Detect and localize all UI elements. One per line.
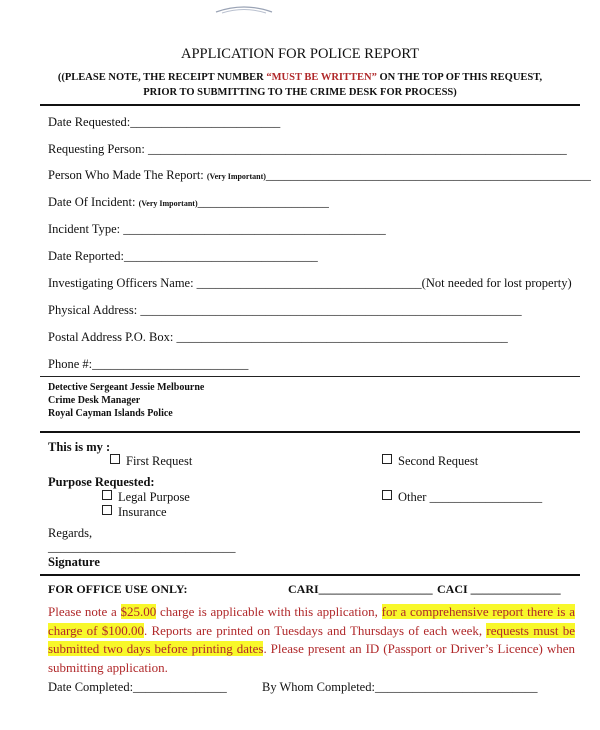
requesting-person-field[interactable]: Requesting Person: ___________________________________________________________________ bbox=[48, 142, 567, 156]
other-purpose-checkbox[interactable]: Other __________________ bbox=[382, 490, 542, 505]
regards-label: Regards, bbox=[48, 526, 93, 540]
caci-field[interactable]: CACI _______________ bbox=[437, 582, 561, 596]
second-request-checkbox[interactable]: Second Request bbox=[382, 454, 478, 469]
divider bbox=[40, 574, 580, 576]
postal-address-field[interactable]: Postal Address P.O. Box: _____________________________________________________ bbox=[48, 330, 508, 344]
divider bbox=[40, 376, 580, 377]
signature-line[interactable]: ______________________________ bbox=[48, 540, 236, 554]
physical-address-field[interactable]: Physical Address: _____________________________________________________________ bbox=[48, 303, 522, 317]
date-of-incident-field[interactable]: Date Of Incident: (Very Important)_____________________ bbox=[48, 195, 329, 209]
fee-notice-paragraph: Please note a $25.00 charge is applicable with this application, for a comprehensive report there is a charge of $100.00. Reports are printed on Tuesdays and Thursdays of each week, requests must be submitted two days before printing dates. Please present an ID (Passport or Driver’s Licence) when submitting application. bbox=[48, 604, 575, 675]
checkbox-icon bbox=[382, 454, 392, 464]
this-is-my-label: This is my : bbox=[48, 440, 111, 454]
phone-field[interactable]: Phone #:_________________________ bbox=[48, 357, 249, 371]
cari-field[interactable]: CARI___________________ bbox=[288, 582, 433, 596]
legal-purpose-checkbox[interactable]: Legal Purpose bbox=[102, 490, 190, 505]
checkbox-icon bbox=[102, 490, 112, 500]
insurance-checkbox[interactable]: Insurance bbox=[102, 505, 167, 520]
person-made-report-field[interactable]: Person Who Made The Report: (Very Important)____________________________________________________ bbox=[48, 168, 591, 182]
first-request-checkbox[interactable]: First Request bbox=[110, 454, 192, 469]
office-use-label: FOR OFFICE USE ONLY: bbox=[48, 582, 188, 596]
checkbox-icon bbox=[382, 490, 392, 500]
address-line: Crime Desk Manager bbox=[48, 395, 141, 406]
receipt-note-line1: ((PLEASE NOTE, THE RECEIPT NUMBER “MUST BE WRITTEN” ON THE TOP OF THIS REQUEST, bbox=[57, 72, 543, 83]
incident-type-field[interactable]: Incident Type: __________________________________________ bbox=[48, 222, 386, 236]
divider bbox=[40, 431, 580, 433]
investigating-officers-field[interactable]: Investigating Officers Name: ____________________________________(Not needed for lost property) bbox=[48, 276, 572, 290]
address-line: Royal Cayman Islands Police bbox=[48, 408, 173, 419]
date-reported-field[interactable]: Date Reported:_______________________________ bbox=[48, 249, 318, 263]
by-whom-completed-field[interactable]: By Whom Completed:__________________________ bbox=[262, 680, 538, 694]
address-line: Detective Sergeant Jessie Melbourne bbox=[48, 382, 205, 393]
page-title: APPLICATION FOR POLICE REPORT bbox=[180, 46, 419, 62]
date-requested-field[interactable]: Date Requested:________________________ bbox=[48, 115, 281, 129]
purpose-requested-label: Purpose Requested: bbox=[48, 475, 155, 489]
divider bbox=[40, 104, 580, 106]
date-completed-field[interactable]: Date Completed:_______________ bbox=[48, 680, 227, 694]
signature-label: Signature bbox=[48, 555, 100, 569]
emblem-icon bbox=[214, 4, 274, 14]
checkbox-icon bbox=[110, 454, 120, 464]
receipt-note-line2: PRIOR TO SUBMITTING TO THE CRIME DESK FOR PROCESS) bbox=[143, 87, 457, 98]
checkbox-icon bbox=[102, 505, 112, 515]
